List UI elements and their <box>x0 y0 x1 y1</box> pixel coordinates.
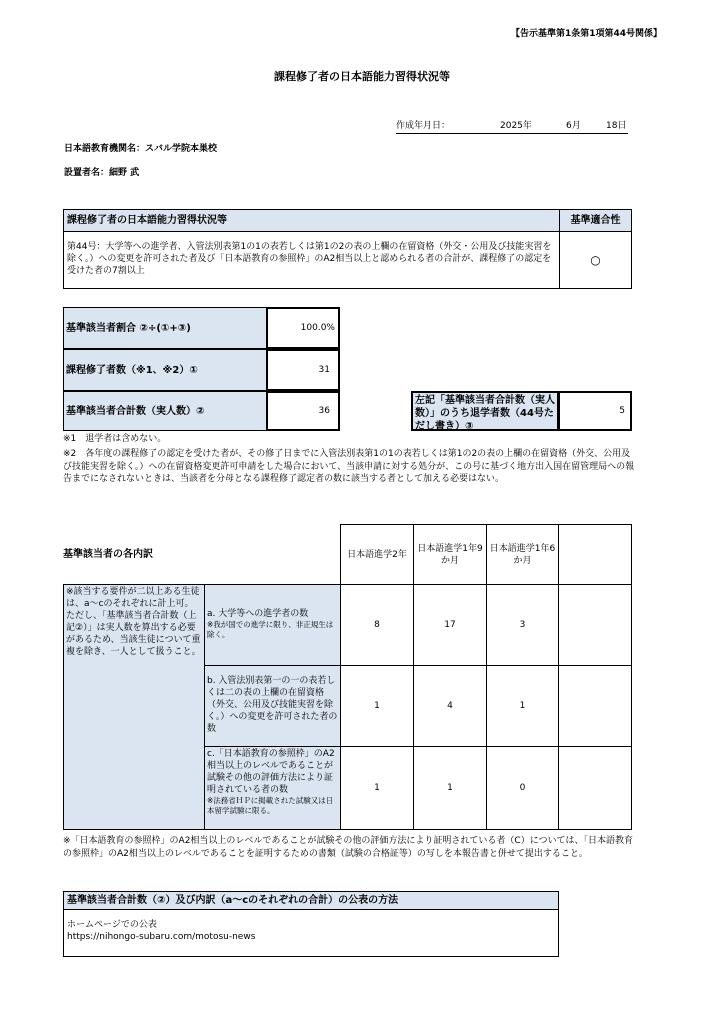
founder-name: 設置者名：細野 武 <box>64 168 140 178</box>
row-a-label: a. 大学等への進学者の数 <box>207 609 309 619</box>
row-b-value-blank <box>558 665 632 747</box>
row-c-label: c.「日本語教育の参照枠」のA2相当以上のレベルであることが試験その他の評価方法により証明されている者の数 <box>207 749 335 795</box>
status-criteria-text: 第44号：大学等への進学者、入管法別表第1の1の表若しくは第1の2の表の上欄の在留資格（外交・公用及び技能実習を除く。）への変更を許可された者及び「日本語教育の参照枠」のA2相当以上と認められる者の合計が、課程修了の認定を受けた者の7割以上 <box>63 231 560 289</box>
compliance-mark: ○ <box>559 231 632 289</box>
completers-value: 31 <box>266 349 340 391</box>
withdrawn-label: 左記「基準該当者合計数（実人数）」のうち退学者数（44号ただし書き）③ <box>411 391 559 431</box>
ratio-value: 100.0% <box>266 307 340 349</box>
row-c-value-1y6m: 0 <box>486 746 559 830</box>
row-a-label-cell <box>204 584 341 666</box>
column-header-blank <box>558 524 632 585</box>
note-1: ※1 退学者は含めない。 <box>63 434 167 444</box>
publish-header: 基準該当者合計数（②）及び内訳（a～cのそれぞれの合計）の公表の方法 <box>63 891 559 910</box>
row-a-value-2y: 8 <box>340 584 414 666</box>
withdrawn-value: 5 <box>558 391 632 431</box>
column-header-2y: 日本語進学2年 <box>340 524 414 585</box>
row-b-label: b. 入管法別表第一の一の表若しくは二の表の上欄の在留資格（外交、公用及び技能実習を除く。）への変更を許可された者の数 <box>207 676 338 734</box>
ratio-label: 基準該当者割合 ②÷(①+③) <box>63 307 267 349</box>
date-month: 6月 <box>566 121 581 131</box>
breakdown-header: 基準該当者の各内訳 <box>63 549 153 560</box>
row-c-value-blank <box>558 746 632 830</box>
row-b-value-1y6m: 1 <box>486 665 559 747</box>
row-c-value-1y9m: 1 <box>413 746 487 830</box>
creation-date <box>396 120 628 134</box>
row-a-sub: ※我が国での進学に限り、非正規生は除く。 <box>207 620 334 639</box>
breakdown-footnote: ※「日本語教育の参照枠」のA2相当以上のレベルであることが試験その他の評価方法により証明されている者（C）については、「日本語教育の参照枠」のA2相当以上のレベルであることを証明するための書類（試験の合格証等）の写しを本報告書と併せて提出すること。 <box>63 836 634 859</box>
row-c-value-2y: 1 <box>340 746 414 830</box>
institution-name: 日本語教育機関名：スバル学院本巣校 <box>64 144 218 154</box>
date-year: 2025年 <box>500 121 532 131</box>
row-b-value-1y9m: 4 <box>413 665 487 747</box>
column-header-1y6m: 日本語進学1年6か月 <box>486 524 559 585</box>
publish-body <box>63 909 559 957</box>
row-a-value-1y9m: 17 <box>413 584 487 666</box>
row-c-sub: ※法務省ＨＰに掲載された試験又は日本留学試験に限る。 <box>207 796 334 815</box>
reference-note: 【告示基準第1条第1項第44号関係】 <box>510 29 662 39</box>
compliance-header: 基準適合性 <box>559 209 632 232</box>
column-header-1y9m: 日本語進学1年9か月 <box>413 524 487 585</box>
row-a-value-blank <box>558 584 632 666</box>
publish-method: ホームページでの公表 <box>67 920 157 930</box>
note-2: ※2 各年度の課程修了の認定を受けた者が、その修了日までに入管法別表第1の1の表若しくは第1の2の表の上欄の在留資格（外交、公用及び技能実習を除く。）への在留資格変更許可申請をした場合において、当該申請に対する処分が、この号に基づく地方出入国在留管理局への報告までになされないときは、当該者を分母となる課程修了認定者の数に該当する者として加える必要はない。 <box>63 449 635 484</box>
page-title: 課程修了者の日本語能力習得状況等 <box>274 70 450 83</box>
date-day: 18日 <box>606 121 627 131</box>
row-c-label-cell <box>204 746 341 830</box>
completers-label: 課程修了者数（※1、※2）① <box>63 349 267 391</box>
row-b-label-cell <box>204 665 341 747</box>
row-b-value-2y: 1 <box>340 665 414 747</box>
row-a-value-1y6m: 3 <box>486 584 559 666</box>
qualified-label: 基準該当者合計数（実人数）② <box>63 391 267 431</box>
publish-url[interactable]: https://nihongo-subaru.com/motosu-news <box>67 932 256 942</box>
date-label: 作成年月日： <box>396 121 451 131</box>
breakdown-side-note: ※該当する要件が二以上ある生徒は、a～cのそれぞれに計上可。ただし、「基準該当者合計数（上記②）」は実人数を算出する必要があるため、当該生徒について重複を除き、一人として扱うこと。 <box>63 584 205 830</box>
qualified-value: 36 <box>266 391 340 431</box>
status-table-header: 課程修了者の日本語能力習得状況等 <box>63 209 560 232</box>
